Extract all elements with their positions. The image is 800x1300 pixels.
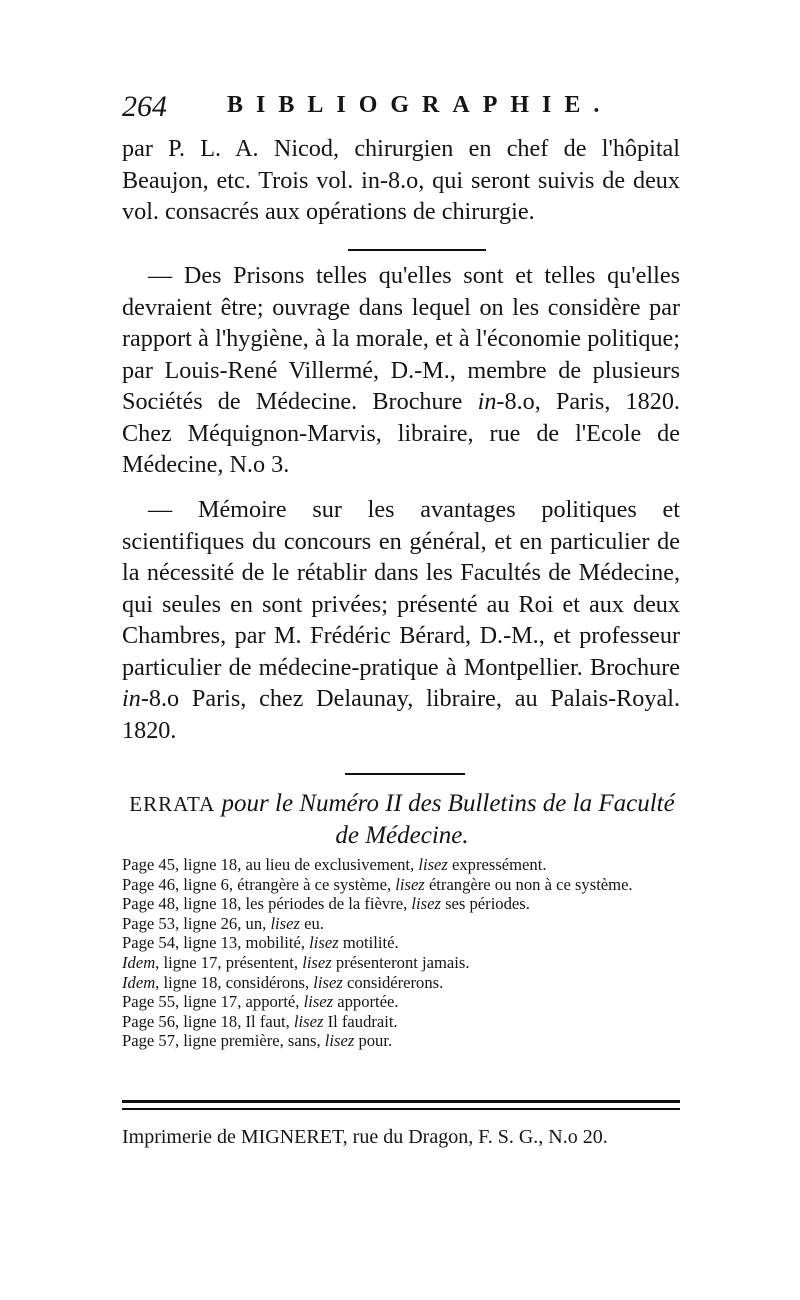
errata-wrong: exclusivement,	[314, 855, 415, 874]
errata-ref: , ligne 17,	[155, 952, 222, 972]
errata-correct: eu.	[304, 913, 324, 933]
running-title: BIBLIOGRAPHIE.	[227, 92, 613, 118]
errata-item	[122, 1031, 682, 1051]
errata-ref: Page 53, ligne 26,	[122, 913, 242, 933]
errata-lisez: lisez	[309, 933, 339, 953]
errata-lisez: lisez	[270, 913, 300, 933]
printer-imprint: Imprimerie de MIGNERET, rue du Dragon, F. S. G., N.o 20.	[122, 1126, 608, 1148]
errata-correct: apportée.	[337, 992, 399, 1012]
errata-wrong: Il faut,	[245, 1011, 290, 1031]
errata-label: ERRATA	[129, 792, 216, 816]
errata-wrong: considérons,	[225, 972, 310, 992]
errata-ref: Page 56, ligne 18,	[122, 1011, 242, 1031]
errata-wrong: apporté,	[245, 992, 300, 1012]
bibliography-entry-memoire	[122, 494, 680, 746]
errata-wrong: sans,	[287, 1031, 321, 1051]
errata-correct: étrangère ou non à ce système.	[428, 874, 633, 894]
errata-item	[122, 894, 682, 914]
errata-ref: Page 55, ligne 17,	[122, 992, 242, 1012]
errata-correct: expressément.	[452, 855, 547, 874]
errata-item	[122, 973, 682, 993]
errata-ref: Page 54, ligne 13,	[122, 933, 242, 953]
errata-item	[122, 875, 682, 895]
errata-lisez: lisez	[411, 894, 441, 914]
errata-wrong: les périodes de la fièvre,	[245, 894, 408, 914]
format-italic: in	[122, 685, 141, 712]
errata-lisez: lisez	[418, 855, 448, 874]
errata-correct: ses périodes.	[445, 894, 530, 914]
errata-ref: Page 48, ligne 18,	[122, 894, 242, 914]
errata-correct: présenteront jamais.	[335, 952, 470, 972]
errata-correct: pour.	[358, 1031, 393, 1051]
errata-ref: Page 57, ligne première,	[122, 1031, 284, 1051]
errata-ref: Page 46, ligne 6,	[122, 874, 234, 894]
entry-text: — Mémoire sur les avantages politiques et scientifiques du concours en général, et en particulier de la nécessité de le rétablir dans les Facultés de Médecine, qui seules en sont privées; présenté au Roi et aux deux Chambres, par M. Frédéric Bérard, D.-M., et professeur particulier de médecine-pratique à Montpellier. Brochure	[122, 496, 680, 681]
section-divider	[345, 773, 465, 775]
entry-text: — Des Prisons telles qu'elles sont et telles qu'elles devraient être; ouvrage dans lequel on les considère par rapport à l'hygiène, à la morale, et à l'économie politique; par Louis-René Villermé, D.-M., membre de plusieurs Sociétés de Médecine. Brochure	[122, 262, 680, 415]
errata-ref: Page 45, ligne 18, au lieu de	[122, 855, 311, 874]
double-rule	[122, 1100, 680, 1110]
continuation-paragraph	[122, 133, 680, 228]
errata-lisez: lisez	[303, 992, 334, 1012]
entry-memoire-text	[122, 494, 680, 746]
errata-correct: considérerons.	[346, 972, 444, 992]
errata-ref-idem: Idem	[122, 952, 156, 972]
errata-item	[122, 933, 682, 953]
errata-item	[122, 1012, 682, 1032]
errata-wrong: un,	[245, 913, 267, 933]
errata-item	[122, 855, 682, 875]
bibliography-entry-prisons	[122, 260, 680, 481]
errata-ref: , ligne 18,	[155, 972, 222, 992]
section-divider	[348, 249, 486, 251]
errata-correct: motilité.	[342, 933, 399, 953]
errata-ref-idem: Idem	[122, 972, 156, 992]
continuation-text: par P. L. A. Nicod, chirurgien en chef de l'hôpital Beaujon, etc. Trois vol. in-8.o, qui seront suivis de deux vol. consacrés aux opérations de chirurgie.	[122, 135, 680, 225]
errata-lisez: lisez	[324, 1031, 355, 1051]
errata-lisez: lisez	[313, 972, 343, 992]
errata-wrong: présentent,	[225, 952, 299, 972]
page-number: 264	[122, 90, 167, 123]
format-italic: in	[477, 388, 497, 415]
errata-wrong: étrangère à ce système,	[237, 874, 392, 894]
errata-correct: Il faudrait.	[327, 1011, 398, 1031]
entry-text: -8.o Paris, chez Delaunay, libraire, au Palais-Royal. 1820.	[122, 685, 680, 744]
errata-title: pour le Numéro II des Bulletins de la Faculté de Médecine.	[221, 790, 675, 849]
errata-lisez: lisez	[293, 1011, 324, 1031]
entry-prisons-text	[122, 260, 680, 481]
entry-text: -8.o, Paris, 1820. Chez Méquignon-Marvis, libraire, rue de l'Ecole de Médecine, N.o 3.	[122, 388, 680, 478]
errata-lisez: lisez	[395, 874, 425, 894]
errata-item	[122, 914, 682, 934]
errata-item	[122, 953, 682, 973]
errata-list	[122, 855, 682, 1051]
running-head	[122, 90, 682, 130]
errata-lisez: lisez	[302, 952, 332, 972]
errata-heading	[122, 788, 682, 851]
errata-wrong: mobilité,	[245, 933, 305, 953]
errata-item	[122, 992, 682, 1012]
